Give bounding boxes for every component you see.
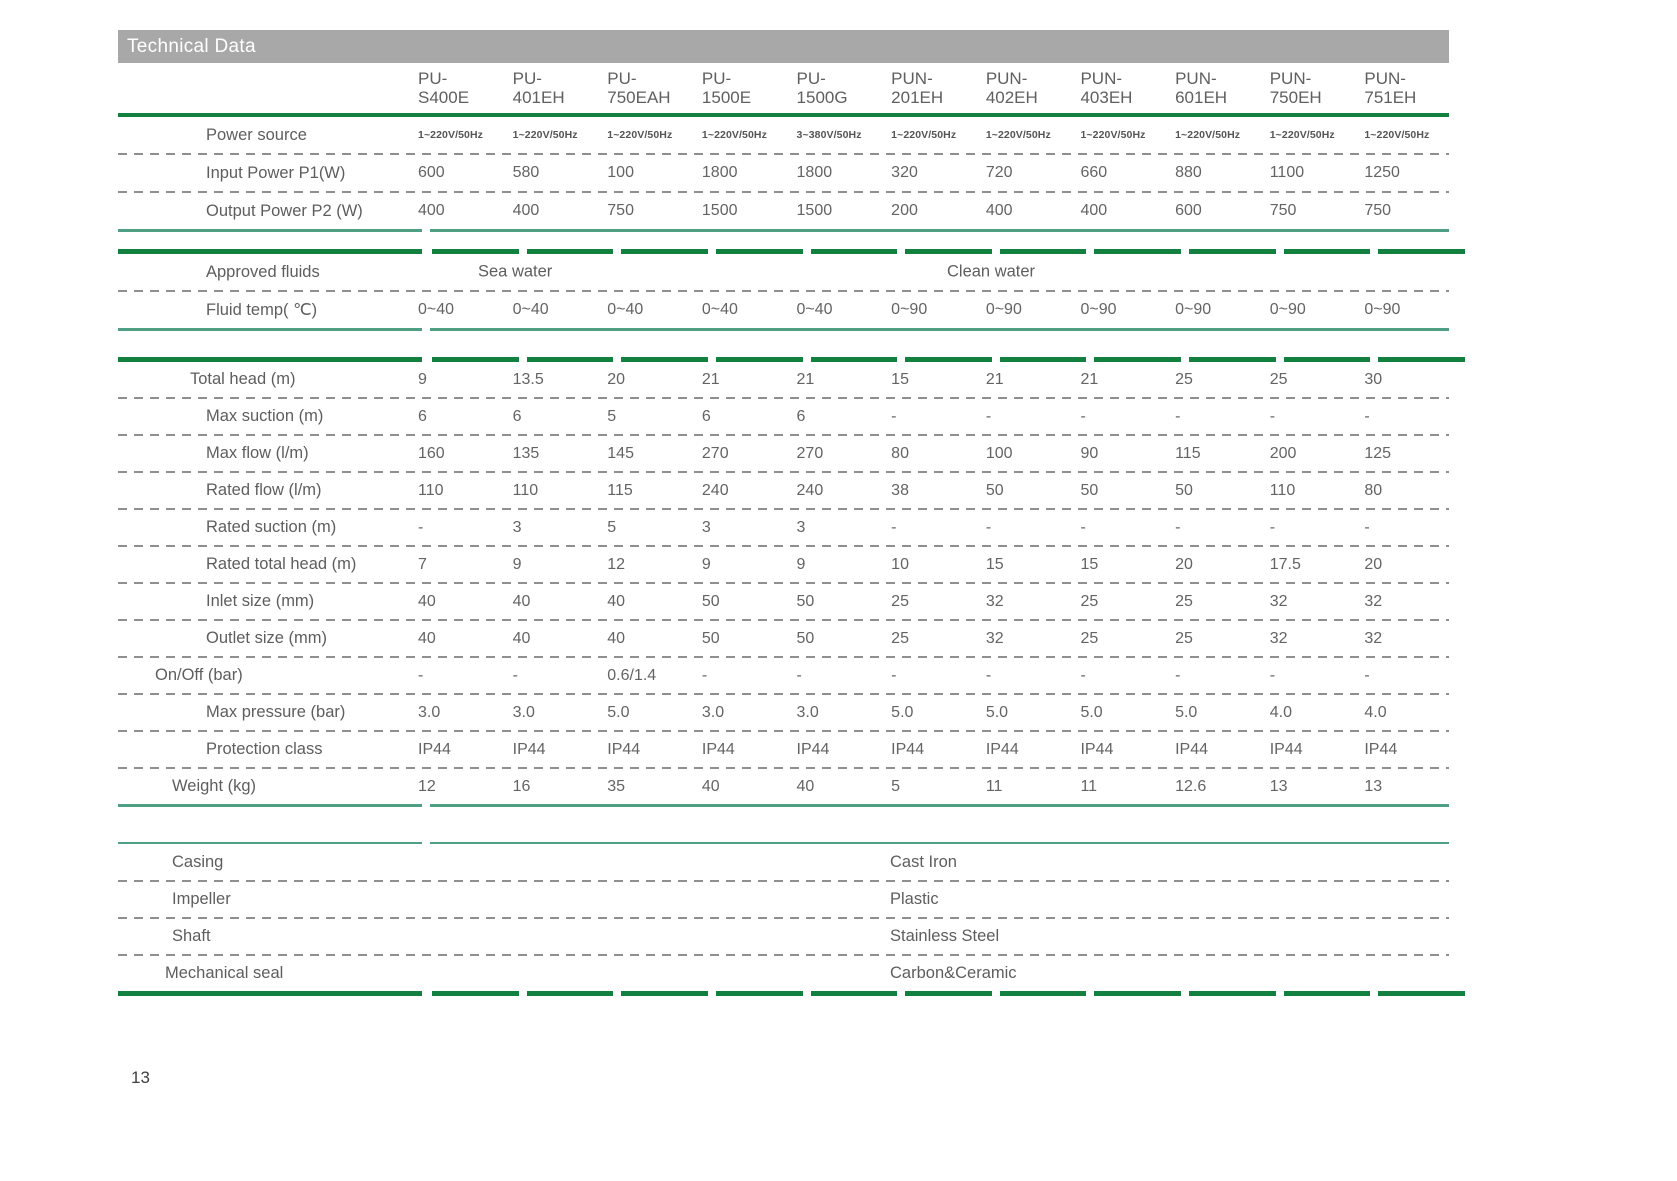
cell-max-pressure-col5: 5.0	[891, 703, 914, 721]
row-label: On/Off (bar)	[155, 666, 243, 684]
cell-fluid-temp-col5: 0~90	[891, 301, 928, 318]
cell-total-head-col5: 15	[891, 370, 909, 388]
row-max-flow	[118, 436, 1449, 471]
cell-outlet-size-col10: 32	[1364, 629, 1383, 647]
cell-on-off-col6: -	[985, 666, 992, 684]
cell-rated-flow-col8: 50	[1175, 481, 1193, 499]
cell-inlet-size-col10: 32	[1364, 592, 1383, 610]
cell-on-off-col9: -	[1269, 666, 1276, 684]
cell-max-suction-col6: -	[985, 407, 992, 425]
model-prefix: PU-	[796, 69, 826, 88]
material-value-impeller: Plastic	[890, 890, 939, 908]
cell-output-power-col1: 400	[512, 202, 540, 219]
model-prefix: PU-	[701, 69, 732, 88]
cell-weight-col6: 11	[985, 777, 1003, 795]
cell-rated-suction-col1: 3	[512, 518, 522, 536]
cell-protection-class-col10: IP44	[1364, 740, 1398, 758]
cell-max-suction-col10: -	[1364, 407, 1370, 425]
row-outlet-size	[118, 621, 1449, 656]
cell-power-source-col10: 1~220V/50Hz	[1364, 129, 1430, 141]
column-header-pu401eh	[503, 63, 598, 113]
cell-outlet-size-col1: 40	[512, 629, 531, 647]
green-segment	[1284, 991, 1371, 996]
cell-max-suction-col3: 6	[701, 407, 711, 425]
cell-on-off-col4: -	[796, 666, 802, 684]
cell-rated-total-head-col1: 9	[512, 555, 522, 573]
cell-total-head-col4: 21	[796, 370, 815, 388]
cell-on-off-col3: -	[701, 666, 708, 684]
model-number: 750EAH	[607, 88, 671, 107]
cell-fluid-temp-col6: 0~90	[985, 301, 1022, 318]
cell-input-power-col2: 100	[607, 164, 634, 181]
cell-fluid-temp-col2: 0~40	[607, 301, 644, 318]
cell-weight-col7: 11	[1080, 777, 1098, 795]
cell-output-power-col2: 750	[607, 202, 634, 219]
cell-protection-class-col6: IP44	[985, 740, 1019, 758]
technical-data-sheet	[118, 30, 1449, 996]
cell-on-off-col1: -	[512, 666, 518, 684]
cell-protection-class-col0: IP44	[418, 740, 451, 758]
divider-teal-label-segment	[118, 328, 422, 331]
cell-on-off-col2: 0.6/1.4	[607, 666, 657, 684]
cell-fluid-temp-col3: 0~40	[701, 301, 738, 318]
green-segment	[1000, 991, 1087, 996]
row-label: Max suction (m)	[206, 407, 324, 425]
cell-on-off-col0: -	[418, 666, 424, 684]
green-segment	[716, 991, 803, 996]
column-header-pus400e	[408, 63, 503, 113]
divider-teal	[118, 328, 1449, 331]
cell-max-flow-col10: 125	[1364, 444, 1392, 462]
cell-max-suction-col8: -	[1175, 407, 1181, 425]
cell-rated-flow-col3: 240	[701, 481, 729, 499]
cell-output-power-col3: 1500	[701, 202, 738, 219]
cell-protection-class-col9: IP44	[1269, 740, 1303, 758]
row-input-power	[118, 155, 1449, 191]
cell-rated-total-head-col4: 9	[796, 555, 806, 573]
cell-fluid-temp-col1: 0~40	[512, 301, 549, 318]
cell-max-pressure-col2: 5.0	[607, 703, 630, 721]
cell-rated-flow-col10: 80	[1364, 481, 1383, 499]
row-mechanical-seal	[118, 956, 1449, 991]
model-number: S400E	[418, 88, 470, 107]
cell-max-flow-col7: 90	[1080, 444, 1099, 462]
row-inlet-size	[118, 584, 1449, 619]
cell-outlet-size-col8: 25	[1175, 629, 1193, 647]
cell-inlet-size-col9: 32	[1269, 592, 1288, 610]
row-rated-flow	[118, 473, 1449, 508]
row-casing	[118, 845, 1449, 880]
row-max-suction	[118, 399, 1449, 434]
cell-input-power-col10: 1250	[1364, 164, 1400, 181]
model-number: 402EH	[985, 88, 1038, 107]
column-header-row	[118, 63, 1449, 113]
model-number: 403EH	[1080, 88, 1133, 107]
row-impeller	[118, 882, 1449, 917]
cell-outlet-size-col0: 40	[418, 629, 436, 647]
cell-total-head-col1: 13.5	[512, 370, 544, 388]
cell-rated-total-head-col3: 9	[701, 555, 711, 573]
cell-output-power-col6: 400	[985, 202, 1013, 219]
row-label: Rated suction (m)	[206, 518, 337, 536]
cell-power-source-col4: 3~380V/50Hz	[796, 129, 862, 141]
row-label: Outlet size (mm)	[206, 629, 328, 647]
cell-max-flow-col0: 160	[418, 444, 445, 462]
cell-max-pressure-col0: 3.0	[418, 703, 441, 721]
row-output-power	[118, 193, 1449, 229]
cell-power-source-col2: 1~220V/50Hz	[607, 129, 673, 141]
cell-rated-flow-col4: 240	[796, 481, 824, 499]
cell-output-power-col0: 400	[418, 202, 445, 219]
cell-protection-class-col1: IP44	[512, 740, 546, 758]
row-max-pressure	[118, 695, 1449, 730]
green-segment	[905, 991, 992, 996]
column-header-pun403eh	[1070, 63, 1165, 113]
cell-rated-suction-col3: 3	[701, 518, 711, 536]
cell-rated-total-head-col8: 20	[1175, 555, 1193, 573]
divider-teal-data-segment	[430, 842, 1449, 844]
cell-inlet-size-col0: 40	[418, 592, 436, 610]
cell-output-power-col5: 200	[891, 202, 918, 219]
model-prefix: PU-	[607, 69, 637, 88]
approved-fluids-values	[408, 254, 1449, 290]
model-number: 401EH	[512, 88, 565, 107]
cell-inlet-size-col2: 40	[607, 592, 626, 610]
cell-input-power-col0: 600	[418, 164, 445, 181]
cell-inlet-size-col1: 40	[512, 592, 531, 610]
cell-max-suction-col4: 6	[796, 407, 806, 425]
column-header-pun601eh	[1165, 63, 1260, 113]
cell-fluid-temp-col7: 0~90	[1080, 301, 1117, 318]
cell-fluid-temp-col4: 0~40	[796, 301, 833, 318]
row-label: Weight (kg)	[172, 777, 257, 795]
model-number: 750EH	[1269, 88, 1322, 107]
row-label: Rated flow (l/m)	[206, 481, 322, 499]
row-label: Casing	[172, 853, 224, 871]
cell-rated-suction-col5: -	[891, 518, 897, 536]
cell-rated-total-head-col10: 20	[1364, 555, 1383, 573]
column-header-pun402eh	[976, 63, 1071, 113]
cell-output-power-col9: 750	[1269, 202, 1297, 219]
clean-water-value: Clean water	[947, 262, 1036, 281]
row-fluid-temp	[118, 292, 1449, 328]
cell-inlet-size-col5: 25	[891, 592, 909, 610]
row-label: Max flow (l/m)	[206, 444, 309, 462]
row-weight	[118, 769, 1449, 804]
cell-rated-suction-col9: -	[1269, 518, 1276, 536]
model-prefix: PU-	[512, 69, 542, 88]
cell-weight-col3: 40	[701, 777, 720, 795]
cell-max-pressure-col10: 4.0	[1364, 703, 1387, 721]
spacer	[118, 807, 1449, 842]
model-number: 601EH	[1175, 88, 1228, 107]
cell-max-suction-col5: -	[891, 407, 897, 425]
spacer	[118, 331, 1449, 357]
cell-input-power-col1: 580	[512, 164, 540, 181]
cell-power-source-col3: 1~220V/50Hz	[701, 129, 767, 141]
cell-rated-flow-col6: 50	[985, 481, 1004, 499]
sea-water-value: Sea water	[478, 262, 553, 281]
column-header-pu1500g	[787, 63, 882, 113]
cell-input-power-col4: 1800	[796, 164, 833, 181]
cell-power-source-col1: 1~220V/50Hz	[512, 129, 578, 141]
row-rated-total-head	[118, 547, 1449, 582]
cell-inlet-size-col7: 25	[1080, 592, 1099, 610]
divider-green-segments	[118, 991, 1449, 996]
divider-teal-data-segment	[430, 804, 1449, 807]
cell-fluid-temp-col9: 0~90	[1269, 301, 1306, 318]
row-label: Impeller	[172, 890, 231, 908]
cell-max-flow-col5: 80	[891, 444, 909, 462]
cell-rated-total-head-col2: 12	[607, 555, 626, 573]
cell-inlet-size-col6: 32	[985, 592, 1004, 610]
green-segment	[432, 991, 519, 996]
cell-rated-flow-col0: 110	[418, 481, 444, 499]
material-value-casing: Cast Iron	[890, 853, 957, 871]
model-prefix: PUN-	[985, 69, 1028, 88]
cell-input-power-col3: 1800	[701, 164, 738, 181]
green-segment	[1189, 991, 1276, 996]
cell-on-off-col5: -	[891, 666, 897, 684]
cell-max-flow-col6: 100	[985, 444, 1013, 462]
cell-output-power-col10: 750	[1364, 202, 1392, 219]
row-label: Inlet size (mm)	[206, 592, 315, 610]
row-shaft	[118, 919, 1449, 954]
cell-max-suction-col7: -	[1080, 407, 1086, 425]
divider-teal-data-segment	[430, 328, 1449, 331]
divider-teal-label-segment	[118, 804, 422, 807]
cell-rated-flow-col7: 50	[1080, 481, 1099, 499]
row-power-source	[118, 117, 1449, 153]
material-value-mechanical-seal: Carbon&Ceramic	[890, 964, 1017, 982]
row-total-head	[118, 362, 1449, 397]
cell-outlet-size-col2: 40	[607, 629, 626, 647]
cell-fluid-temp-col0: 0~40	[418, 301, 455, 318]
model-number: 1500G	[796, 88, 848, 107]
cell-rated-flow-col2: 115	[607, 481, 633, 499]
cell-max-suction-col1: 6	[512, 407, 522, 425]
divider-teal	[118, 229, 1449, 232]
cell-rated-flow-col5: 38	[891, 481, 909, 499]
model-prefix: PU-	[418, 69, 448, 88]
cell-weight-col0: 12	[418, 777, 436, 795]
divider-teal-label-segment	[118, 842, 422, 844]
cell-protection-class-col5: IP44	[891, 740, 925, 758]
cell-max-pressure-col7: 5.0	[1080, 703, 1103, 721]
cell-rated-flow-col9: 110	[1269, 481, 1296, 499]
row-label: Input Power P1(W)	[206, 163, 346, 182]
cell-rated-suction-col7: -	[1080, 518, 1086, 536]
cell-total-head-col0: 9	[418, 370, 427, 388]
cell-power-source-col6: 1~220V/50Hz	[985, 129, 1051, 141]
cell-max-suction-col9: -	[1269, 407, 1276, 425]
cell-outlet-size-col5: 25	[891, 629, 909, 647]
cell-input-power-col5: 320	[891, 164, 918, 181]
column-header-pu750eah	[597, 63, 692, 113]
cell-max-pressure-col4: 3.0	[796, 703, 819, 721]
green-segment	[1378, 991, 1465, 996]
row-label: Protection class	[206, 740, 323, 758]
cell-fluid-temp-col10: 0~90	[1364, 301, 1401, 318]
cell-power-source-col8: 1~220V/50Hz	[1175, 129, 1241, 141]
row-label: Rated total head (m)	[206, 555, 357, 573]
cell-input-power-col8: 880	[1175, 164, 1202, 181]
cell-max-flow-col1: 135	[512, 444, 540, 462]
cell-inlet-size-col3: 50	[701, 592, 720, 610]
green-segment	[527, 991, 614, 996]
row-on-off	[118, 658, 1449, 693]
divider-teal-data-segment	[430, 229, 1449, 232]
row-rated-suction	[118, 510, 1449, 545]
model-number: 1500E	[701, 88, 752, 107]
row-approved-fluids	[118, 254, 1449, 290]
cell-rated-total-head-col6: 15	[985, 555, 1004, 573]
divider-teal-label-segment	[118, 229, 422, 232]
cell-inlet-size-col8: 25	[1175, 592, 1193, 610]
cell-power-source-col7: 1~220V/50Hz	[1080, 129, 1146, 141]
cell-protection-class-col3: IP44	[701, 740, 735, 758]
cell-input-power-col9: 1100	[1269, 164, 1305, 181]
row-label: Mechanical seal	[165, 964, 284, 982]
cell-protection-class-col2: IP44	[607, 740, 641, 758]
cell-total-head-col6: 21	[985, 370, 1004, 388]
cell-output-power-col8: 600	[1175, 202, 1202, 219]
cell-rated-suction-col6: -	[985, 518, 992, 536]
cell-weight-col9: 13	[1269, 777, 1288, 795]
cell-max-pressure-col9: 4.0	[1269, 703, 1292, 721]
cell-on-off-col7: -	[1080, 666, 1086, 684]
cell-output-power-col4: 1500	[796, 202, 833, 219]
page-title: Technical Data	[127, 35, 256, 57]
model-prefix: PUN-	[1364, 69, 1406, 88]
cell-max-flow-col4: 270	[796, 444, 824, 462]
cell-max-pressure-col8: 5.0	[1175, 703, 1198, 721]
cell-outlet-size-col4: 50	[796, 629, 815, 647]
cell-max-suction-col0: 6	[418, 407, 427, 425]
cell-max-flow-col3: 270	[701, 444, 729, 462]
column-header-pun750eh	[1260, 63, 1355, 113]
spacer	[118, 232, 1449, 249]
cell-rated-suction-col8: -	[1175, 518, 1181, 536]
cell-protection-class-col8: IP44	[1175, 740, 1208, 758]
cell-output-power-col7: 400	[1080, 202, 1108, 219]
column-header-pun201eh	[881, 63, 976, 113]
model-number: 751EH	[1364, 88, 1417, 107]
cell-power-source-col5: 1~220V/50Hz	[891, 129, 957, 141]
green-segment-label	[118, 991, 422, 996]
column-header-spacer	[118, 63, 408, 113]
green-segment	[621, 991, 708, 996]
green-segment	[811, 991, 898, 996]
cell-power-source-col9: 1~220V/50Hz	[1269, 129, 1335, 141]
cell-weight-col8: 12.6	[1175, 777, 1207, 795]
row-label: Max pressure (bar)	[206, 703, 346, 721]
cell-outlet-size-col6: 32	[985, 629, 1004, 647]
cell-max-pressure-col1: 3.0	[512, 703, 535, 721]
cell-on-off-col8: -	[1175, 666, 1181, 684]
model-prefix: PUN-	[1269, 69, 1312, 88]
cell-total-head-col9: 25	[1269, 370, 1288, 388]
column-header-pun751eh	[1354, 63, 1449, 113]
cell-protection-class-col7: IP44	[1080, 740, 1114, 758]
row-label: Power source	[206, 125, 307, 144]
cell-max-flow-col9: 200	[1269, 444, 1297, 462]
cell-on-off-col10: -	[1364, 666, 1370, 684]
model-number: 201EH	[891, 88, 944, 107]
row-label: Total head (m)	[190, 370, 296, 388]
cell-max-pressure-col3: 3.0	[701, 703, 725, 721]
cell-power-source-col0: 1~220V/50Hz	[418, 129, 484, 141]
cell-outlet-size-col3: 50	[701, 629, 720, 647]
material-value-shaft: Stainless Steel	[890, 927, 1000, 945]
cell-weight-col1: 16	[512, 777, 531, 795]
title-bar	[118, 30, 1449, 63]
cell-total-head-col8: 25	[1175, 370, 1193, 388]
column-header-pu1500e	[692, 63, 787, 113]
cell-rated-suction-col10: -	[1364, 518, 1370, 536]
cell-outlet-size-col7: 25	[1080, 629, 1099, 647]
cell-rated-total-head-col7: 15	[1080, 555, 1099, 573]
row-label: Shaft	[172, 927, 211, 945]
cell-rated-suction-col2: 5	[607, 518, 617, 536]
cell-input-power-col6: 720	[985, 164, 1013, 181]
row-label: Output Power P2 (W)	[206, 201, 363, 220]
cell-total-head-col3: 21	[701, 370, 720, 388]
model-prefix: PUN-	[891, 69, 933, 88]
cell-weight-col2: 35	[607, 777, 626, 795]
cell-inlet-size-col4: 50	[796, 592, 815, 610]
cell-rated-total-head-col0: 7	[418, 555, 427, 573]
cell-rated-total-head-col5: 10	[891, 555, 909, 573]
row-protection-class	[118, 732, 1449, 767]
divider-teal	[118, 804, 1449, 807]
cell-total-head-col2: 20	[607, 370, 626, 388]
model-prefix: PUN-	[1175, 69, 1217, 88]
cell-max-flow-col2: 145	[607, 444, 634, 462]
row-label: Approved fluids	[206, 262, 320, 281]
cell-rated-total-head-col9: 17.5	[1269, 555, 1301, 573]
model-prefix: PUN-	[1080, 69, 1123, 88]
cell-max-pressure-col6: 5.0	[985, 703, 1009, 721]
cell-weight-col5: 5	[891, 777, 901, 795]
row-label: Fluid temp( ℃)	[206, 301, 318, 319]
green-segment	[1094, 991, 1181, 996]
cell-input-power-col7: 660	[1080, 164, 1108, 181]
cell-outlet-size-col9: 32	[1269, 629, 1288, 647]
cell-rated-suction-col0: -	[418, 518, 424, 536]
page-number: 13	[131, 1068, 150, 1087]
technical-data-table	[118, 63, 1449, 996]
cell-total-head-col7: 21	[1080, 370, 1099, 388]
cell-rated-suction-col4: 3	[796, 518, 806, 536]
cell-weight-col10: 13	[1364, 777, 1383, 795]
cell-protection-class-col4: IP44	[796, 740, 830, 758]
cell-max-flow-col8: 115	[1175, 444, 1201, 462]
cell-weight-col4: 40	[796, 777, 815, 795]
cell-total-head-col10: 30	[1364, 370, 1383, 388]
cell-max-suction-col2: 5	[607, 407, 617, 425]
cell-rated-flow-col1: 110	[512, 481, 539, 499]
cell-fluid-temp-col8: 0~90	[1175, 301, 1212, 318]
